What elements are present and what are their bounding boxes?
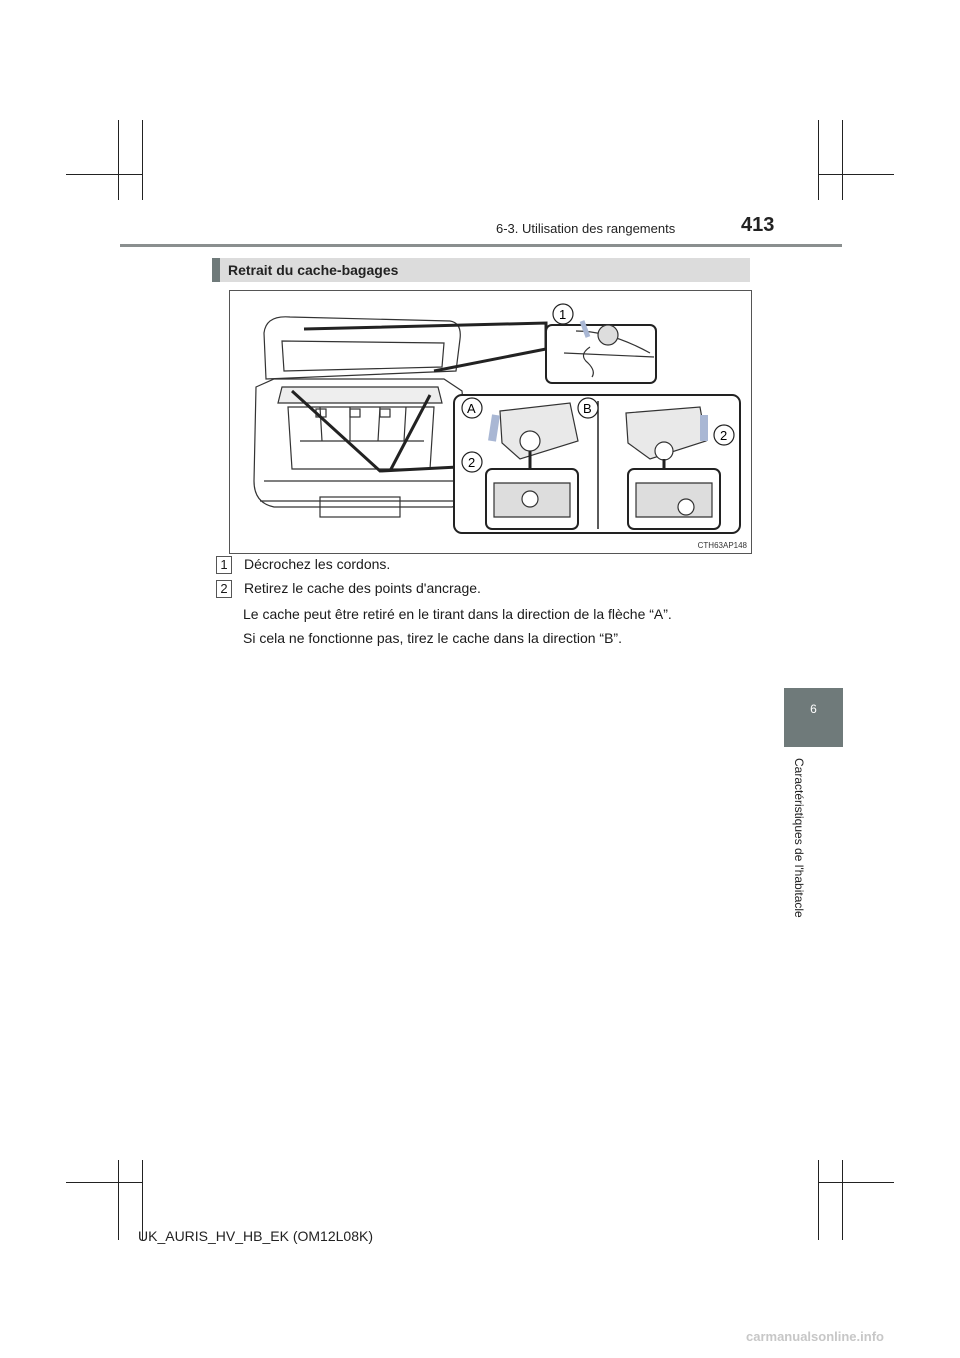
crop-mark (818, 120, 819, 200)
crop-mark (118, 120, 119, 200)
step-2-text: Retirez le cache des points d'ancrage. (244, 580, 481, 596)
car-rear-view (254, 317, 470, 517)
illustration-svg (230, 291, 751, 553)
callout-2-label: 2 (468, 455, 476, 470)
callout-2-label: 2 (720, 428, 728, 443)
crop-mark (818, 1160, 819, 1240)
section-title: Retrait du cache-bagages (228, 262, 399, 278)
step-2 (216, 580, 481, 598)
arrow-icon (492, 415, 496, 441)
footer-doc-code: UK_AURIS_HV_HB_EK (OM12L08K) (138, 1228, 373, 1244)
step-2-number: 2 (216, 580, 232, 598)
note-line-1: Le cache peut être retiré en le tirant dans la direction de la flèche “A”. (243, 606, 672, 622)
figure-code: CTH63AP148 (697, 541, 747, 550)
step-1 (216, 556, 390, 574)
callout-a-label: A (467, 401, 476, 416)
zoom-shape-b (636, 483, 712, 517)
zoom-pin-a (522, 491, 538, 507)
watermark: carmanualsonline.info (746, 1329, 884, 1344)
header-rule (120, 244, 842, 247)
step-1-number: 1 (216, 556, 232, 574)
crop-mark (66, 174, 142, 175)
running-header: 6-3. Utilisation des rangements (496, 221, 676, 236)
crop-mark (842, 1160, 843, 1240)
callout-b-label: B (583, 401, 592, 416)
crop-mark (66, 1182, 142, 1183)
page-number: 413 (741, 214, 775, 236)
chapter-title: Caractéristiques de l'habitacle (792, 758, 806, 918)
crop-mark (118, 1160, 119, 1240)
crop-mark (818, 1182, 894, 1183)
crop-mark (818, 174, 894, 175)
cargo-cover-illustration (229, 290, 752, 554)
section-heading (212, 258, 750, 282)
chapter-number: 6 (810, 702, 817, 716)
chapter-tab (784, 688, 843, 747)
section-accent (212, 258, 220, 282)
crop-mark (842, 120, 843, 200)
crop-mark (142, 120, 143, 200)
note-line-2: Si cela ne fonctionne pas, tirez le cache dans la direction “B”. (243, 630, 622, 646)
step-1-text: Décrochez les cordons. (244, 556, 391, 572)
callout-1-label: 1 (559, 307, 567, 322)
zoom-pin-b (678, 499, 694, 515)
